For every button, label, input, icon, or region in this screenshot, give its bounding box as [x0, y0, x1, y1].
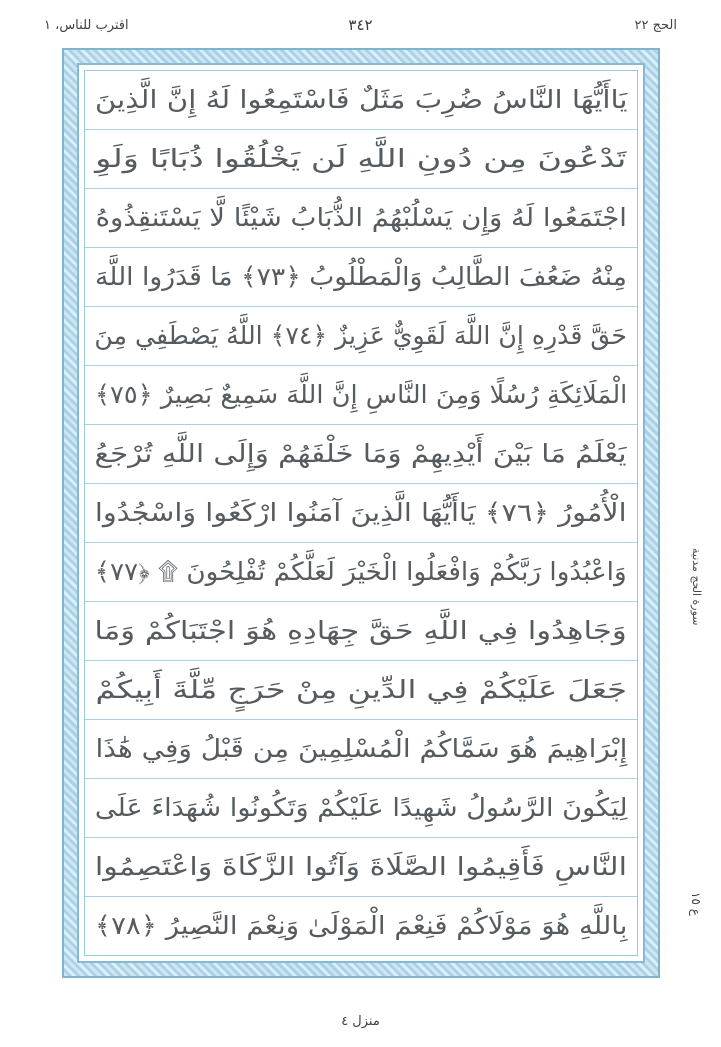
quran-line [85, 484, 637, 543]
juz-title: اقترب للناس، ١ [44, 17, 129, 33]
quran-line [85, 425, 637, 484]
quran-line [85, 838, 637, 897]
quran-line-text: لِيَكُونَ الرَّسُولُ شَهِيدًا عَلَيْكُمْ وَتَكُونُوا شُهَدَاءَ عَلَى [94, 793, 628, 823]
page-number: ٣٤٢ [348, 16, 373, 34]
quran-line [85, 661, 637, 720]
quran-line [85, 720, 637, 779]
quran-line-text: بِاللَّهِ هُوَ مَوْلَاكُمْ فَنِعْمَ الْمَوْلَىٰ وَنِعْمَ النَّصِيرُ ﴿٧٨﴾ [94, 911, 628, 941]
quran-line [85, 71, 637, 130]
quran-line-text: اجْتَمَعُوا لَهُ وَإِن يَسْلُبْهُمُ الذُّبَابُ شَيْئًا لَّا يَسْتَنقِذُوهُ [95, 203, 627, 233]
quran-line [85, 189, 637, 248]
quran-line [85, 602, 637, 661]
text-block-frame [84, 70, 638, 956]
surah-title: الحج ٢٢ [634, 17, 677, 33]
quran-line [85, 897, 637, 955]
quran-line-text: الْمَلَائِكَةِ رُسُلًا وَمِنَ النَّاسِ إِنَّ اللَّهَ سَمِيعٌ بَصِيرٌ ﴿٧٥﴾ [94, 380, 628, 410]
quran-line [85, 130, 637, 189]
quran-line [85, 543, 637, 602]
quran-line-text: جَعَلَ عَلَيْكُمْ فِي الدِّينِ مِنْ حَرَجٍ مِّلَّةَ أَبِيكُمْ [95, 675, 627, 705]
quran-line-text: وَجَاهِدُوا فِي اللَّهِ حَقَّ جِهَادِهِ هُوَ اجْتَبَاكُمْ وَمَا [94, 616, 628, 646]
quran-line-text: وَاعْبُدُوا رَبَّكُمْ وَافْعَلُوا الْخَيْرَ لَعَلَّكُمْ تُفْلِحُونَ ۩ ﴿٧٧﴾ [94, 557, 628, 587]
manzil-footer: منزل ٤ [341, 1014, 380, 1029]
quran-line [85, 366, 637, 425]
ornamental-border-outer [62, 48, 660, 978]
ornamental-border-middle [77, 63, 645, 963]
quran-line-text: الْأُمُورُ ﴿٧٦﴾ يَاأَيُّهَا الَّذِينَ آمَنُوا ارْكَعُوا وَاسْجُدُوا [95, 498, 627, 528]
quran-line [85, 307, 637, 366]
header-right-group [635, 18, 677, 33]
ruku-marker: ع ١٥ [689, 892, 703, 916]
quran-line-text: يَاأَيُّهَا النَّاسُ ضُرِبَ مَثَلٌ فَاسْتَمِعُوا لَهُ إِنَّ الَّذِينَ [94, 85, 628, 115]
page-header [44, 10, 677, 40]
quran-line-text: تَدْعُونَ مِن دُونِ اللَّهِ لَن يَخْلُقُوا ذُبَابًا وَلَوِ [95, 144, 627, 174]
quran-lines-container [85, 71, 637, 955]
margin-surah-note: سورة الحج مدنية [690, 548, 703, 626]
quran-line [85, 779, 637, 838]
quran-line-text: النَّاسِ فَأَقِيمُوا الصَّلَاةَ وَآتُوا الزَّكَاةَ وَاعْتَصِمُوا [94, 852, 628, 882]
quran-line-text: حَقَّ قَدْرِهِ إِنَّ اللَّهَ لَقَوِيٌّ عَزِيزٌ ﴿٧٤﴾ اللَّهُ يَصْطَفِي مِنَ [94, 321, 628, 351]
quran-line [85, 248, 637, 307]
quran-line-text: مِنْهُ ضَعُفَ الطَّالِبُ وَالْمَطْلُوبُ ﴿٧٣﴾ مَا قَدَرُوا اللَّهَ [95, 262, 627, 292]
quran-line-text: يَعْلَمُ مَا بَيْنَ أَيْدِيهِمْ وَمَا خَلْفَهُمْ وَإِلَى اللَّهِ تُرْجَعُ [95, 439, 627, 469]
quran-line-text: إِبْرَاهِيمَ هُوَ سَمَّاكُمُ الْمُسْلِمِينَ مِن قَبْلُ وَفِي هَٰذَا [95, 734, 627, 764]
